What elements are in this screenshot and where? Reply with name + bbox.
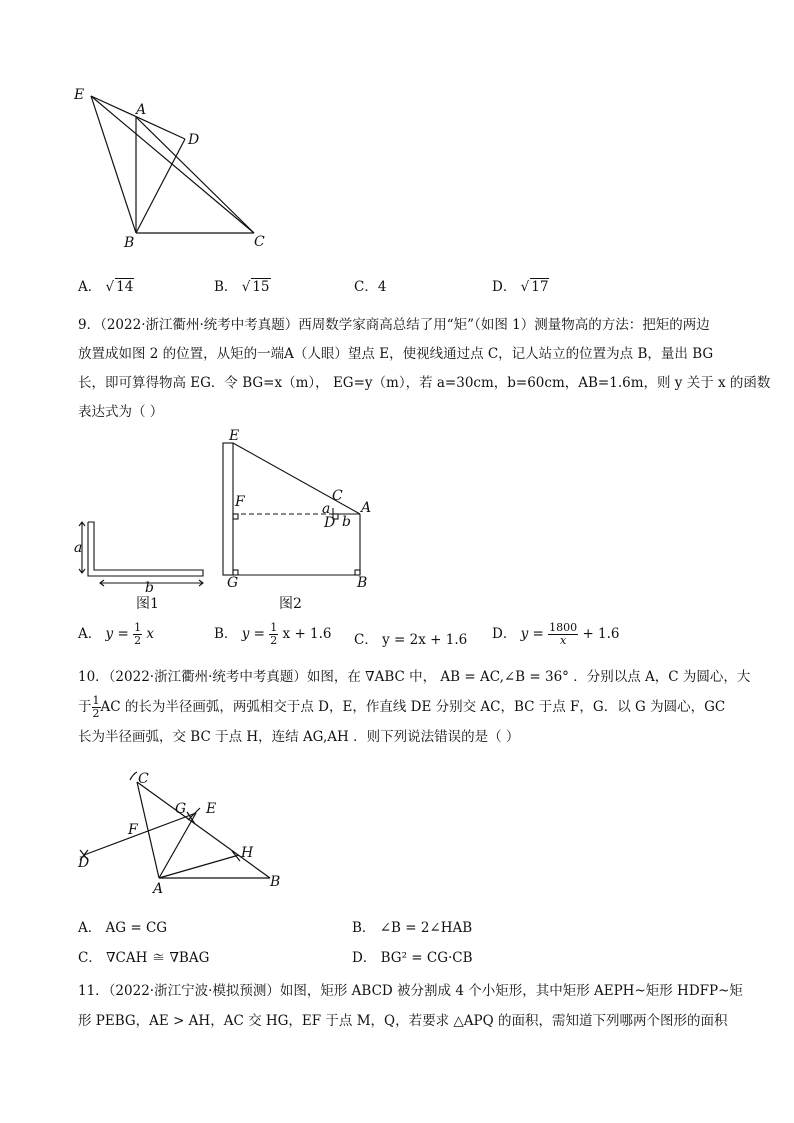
q9-line-4: 表达式为（ ） — [78, 404, 164, 420]
q9-line-2: 放置成如图 2 的位置，从矩的一端A（人眼）望点 E，使视线通过点 C，记人站立的位置为点 B，量出 BG — [78, 346, 714, 362]
fraction: $\frac{1}{2}$ — [92, 694, 100, 720]
q10-line-1: 10．（2022·浙江衢州·统考中考真题）如图，在 ∇ABC 中， AB = AC,∠B = 36° ．分别以点 A，C 为圆心，大 — [78, 669, 751, 685]
question-10-text — [78, 662, 751, 752]
q11-line-1: 11．（2022·浙江宁波·模拟预测）如图，矩形 ABCD 被分割成 4 个小矩形，其中矩形 AEPH~矩形 HDFP~矩 — [78, 983, 743, 999]
figure-1-caption: 图1 — [136, 596, 159, 612]
q8-option-c[interactable]: C．4 — [354, 279, 387, 295]
fig2-label-F: F — [235, 494, 245, 510]
fig10-label-B: B — [270, 874, 281, 890]
fraction: $\frac{1}{2}$ — [270, 621, 278, 647]
geometry-figure-q8 — [60, 80, 290, 255]
point-label-B: B — [124, 235, 135, 251]
fig1-label-b: b — [145, 580, 154, 596]
q9-line-1: 9．（2022·浙江衢州·统考中考真题）西周数学家商高总结了用“矩”（如图 1）测量物高的方法：把矩的两边 — [78, 317, 710, 333]
fig10-label-D: D — [78, 855, 90, 871]
q10-option-b[interactable]: B． ∠B = 2∠HAB — [352, 920, 473, 936]
q10-line-2: 于 $\frac{1}{2}$ AC 的长为半径画弧，两弧相交于点 D，E，作直线 DE 分别交 AC，BC 于点 F，G．以 G 为圆心，GC — [78, 694, 726, 720]
q8-option-a[interactable]: A． √ 14 — [78, 279, 134, 295]
fig2-label-A: A — [361, 500, 372, 516]
q10-option-c[interactable]: C． ∇CAH ≅ ∇BAG — [78, 950, 210, 966]
q9-option-d[interactable]: D． y = $\frac{1800}{x}$ + 1.6 — [492, 621, 620, 647]
point-label-E: E — [74, 87, 85, 103]
q9-figure-2-measurement — [215, 430, 380, 590]
q9-figure-1-carpenter-square — [75, 515, 215, 595]
point-label-A: A — [136, 102, 147, 118]
fig10-label-E: E — [206, 801, 217, 817]
q8-option-b-radicand: 15 — [252, 279, 270, 295]
q11-line-2: 形 PEBG，AE > AH，AC 交 HG，EF 于点 M，Q，若要求 △APQ 的面积，需知道下列哪两个图形的面积 — [78, 1013, 728, 1029]
figure-2-caption: 图2 — [279, 596, 302, 612]
q9-option-b[interactable]: B． y = $\frac{1}{2}$ x + 1.6 — [214, 621, 332, 647]
fig10-label-G: G — [175, 801, 187, 817]
question-9-text — [78, 311, 771, 427]
geometry-figure-q10 — [70, 768, 290, 897]
q8-option-a-radicand: 14 — [116, 279, 134, 295]
fig2-label-C: C — [332, 488, 343, 504]
fig1-label-a: a — [74, 540, 83, 556]
fig2-label-b: b — [342, 514, 351, 530]
fig2-label-G: G — [227, 575, 239, 591]
fraction: $\frac{1800}{x}$ — [549, 621, 578, 647]
fig2-label-E: E — [229, 428, 240, 444]
q8-option-d-radicand: 17 — [531, 279, 549, 295]
fig2-label-B: B — [357, 575, 368, 591]
point-label-D: D — [188, 132, 200, 148]
fig10-label-H: H — [241, 845, 254, 861]
fig2-label-D: D — [324, 515, 336, 531]
sqrt-symbol: √ — [520, 279, 530, 295]
fig10-label-C: C — [138, 771, 149, 787]
fig2-label-a: a — [322, 501, 331, 517]
q9-line-3: 长，即可算得物高 EG．令 BG=x（m）， EG=y（m），若 a=30cm，b=60cm，AB=1.6m，则 y 关于 x 的函数 — [78, 375, 771, 391]
fraction: $\frac{1}{2}$ — [134, 621, 142, 647]
q9-option-a[interactable]: A． y = $\frac{1}{2}$ x — [78, 621, 154, 647]
q10-option-d[interactable]: D． BG² = CG·CB — [352, 950, 473, 966]
fig10-label-A: A — [153, 881, 164, 897]
sqrt-symbol: √ — [105, 279, 115, 295]
q8-option-d[interactable]: D． √ 17 — [492, 279, 549, 295]
point-label-C: C — [254, 234, 265, 250]
fig10-label-F: F — [128, 822, 138, 838]
q9-option-c[interactable]: C． y = 2x + 1.6 — [354, 632, 468, 648]
question-11-text — [78, 976, 743, 1036]
q8-option-b[interactable]: B． √ 15 — [214, 279, 270, 295]
q10-line-3: 长为半径画弧，交 BC 于点 H，连结 AG,AH ．则下列说法错误的是（ ） — [78, 729, 520, 745]
q10-option-a[interactable]: A． AG = CG — [78, 920, 168, 936]
sqrt-symbol: √ — [241, 279, 251, 295]
